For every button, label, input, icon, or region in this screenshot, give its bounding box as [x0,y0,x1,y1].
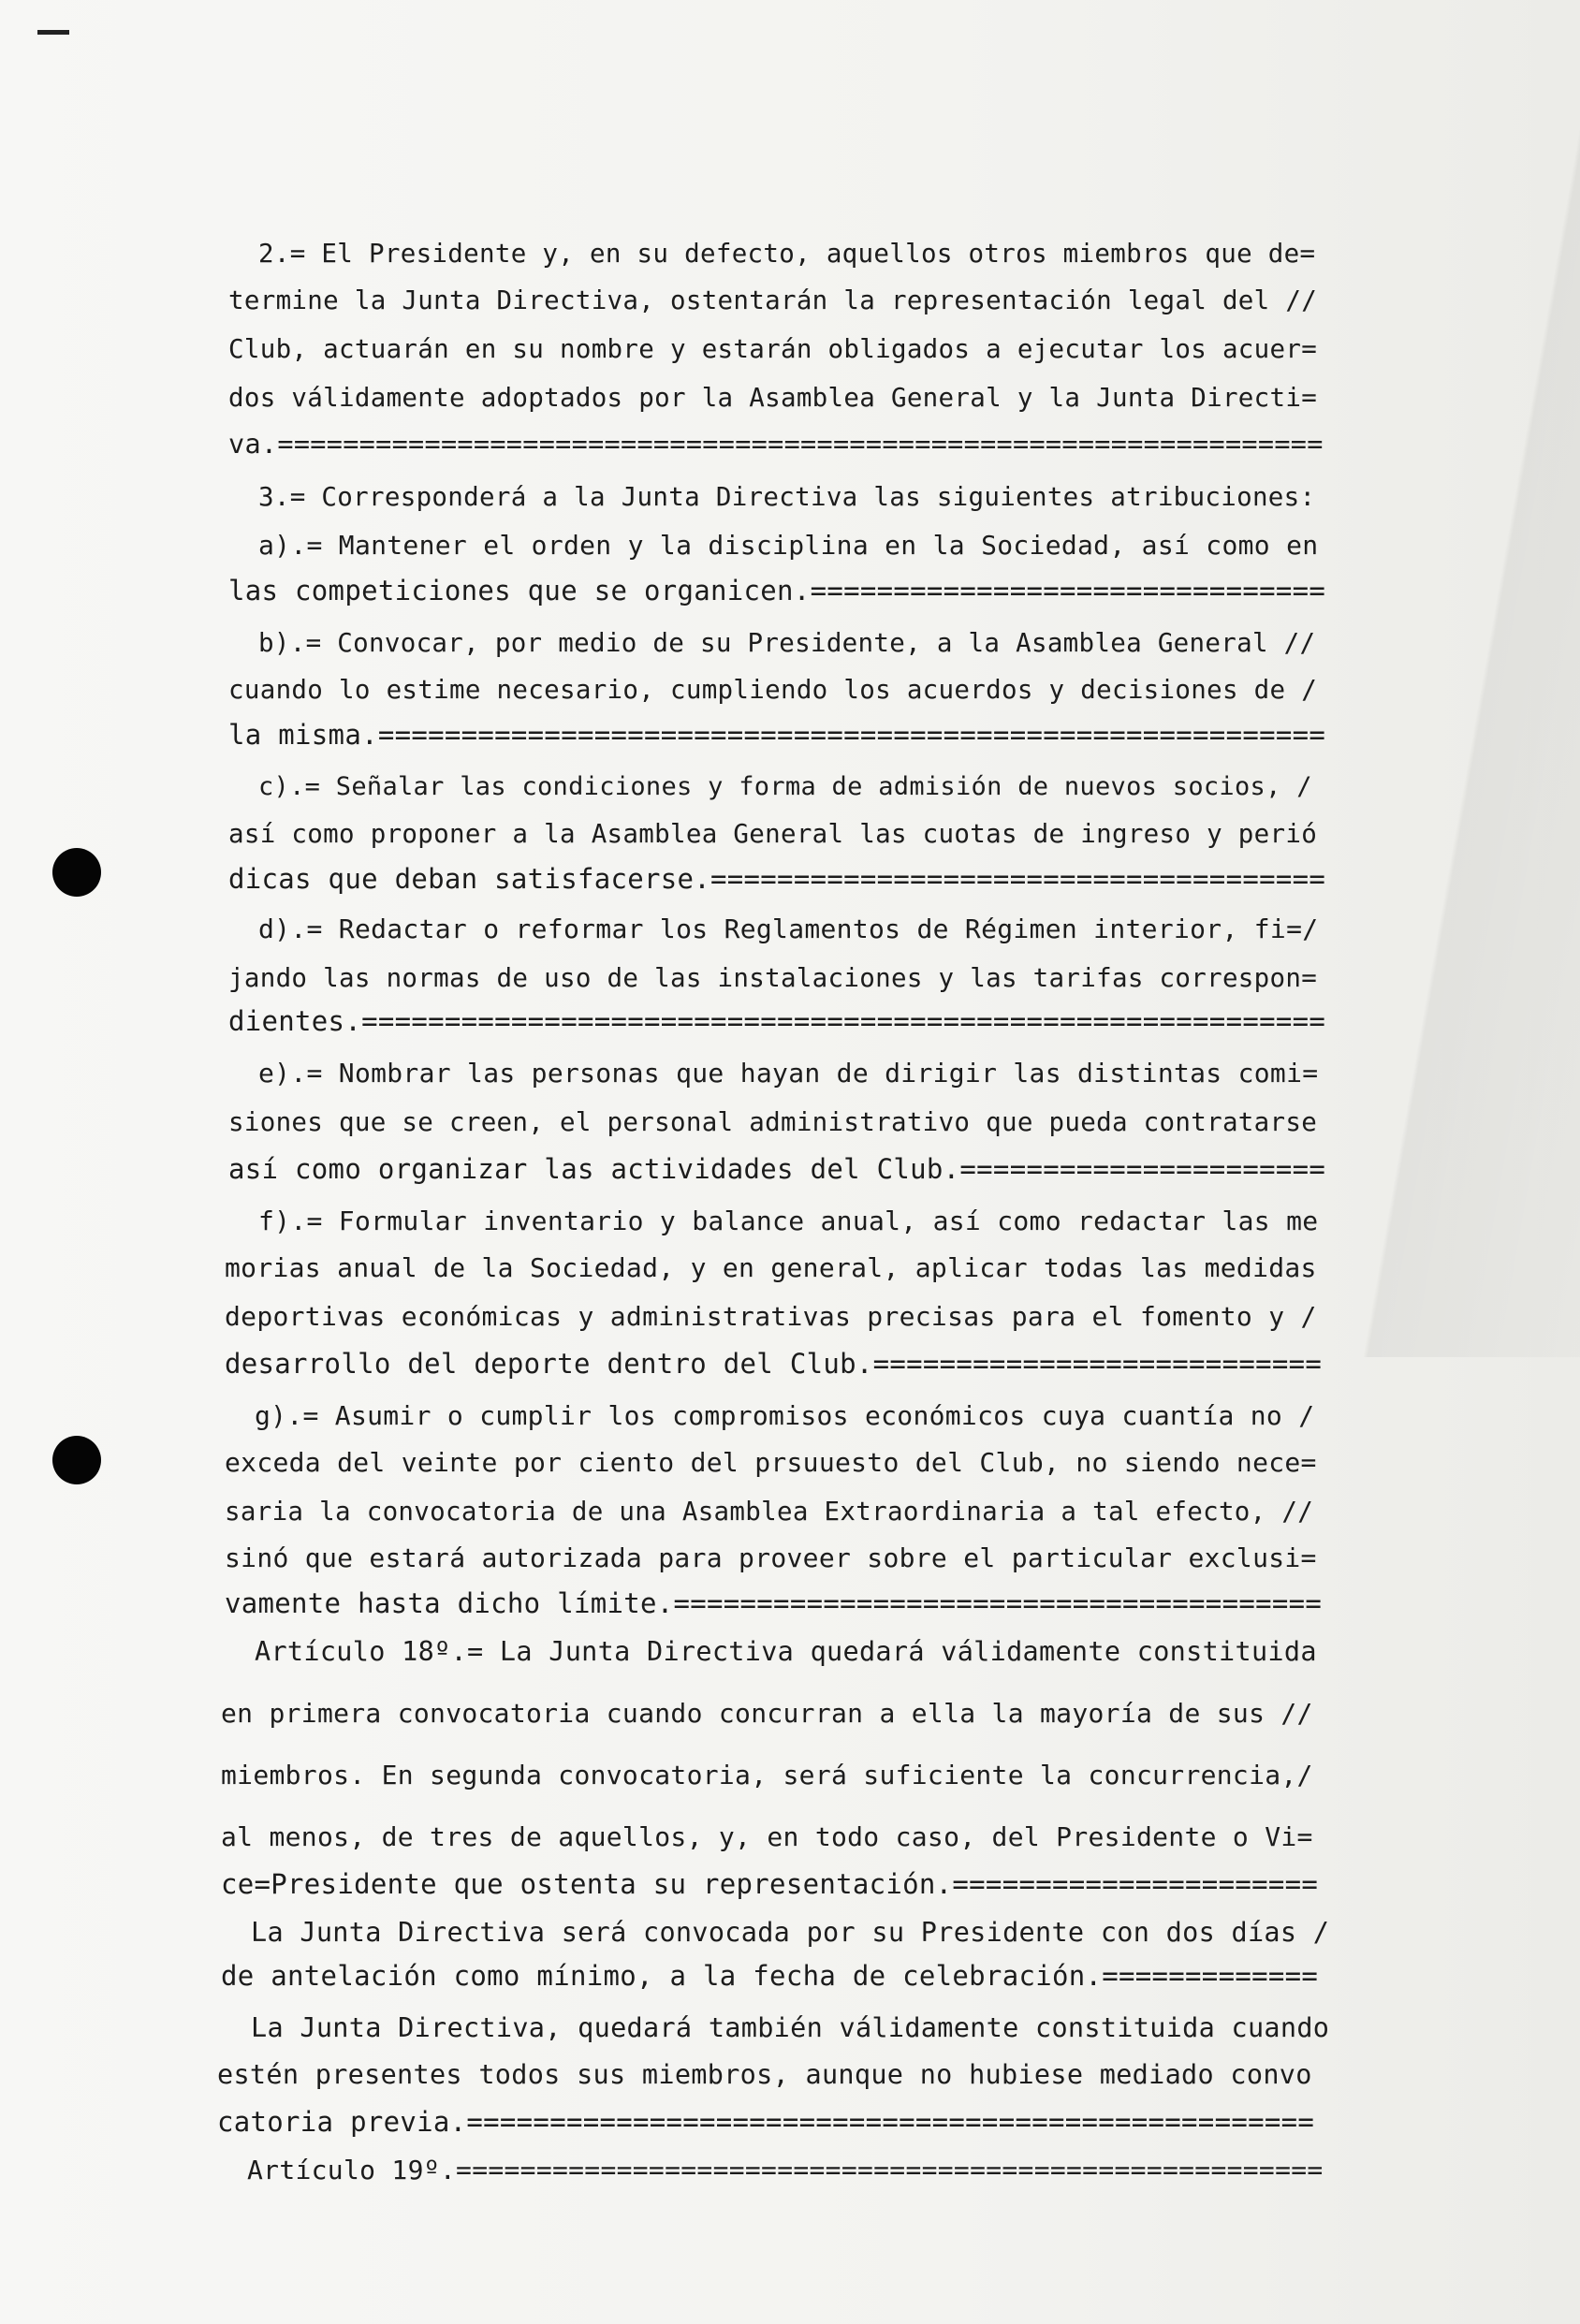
article-18-line: Artículo 18º.= La Junta Directiva quedará válidamente constituida [255,1636,1317,1667]
text-line: de antelación como mínimo, a la fecha de celebración.============= [221,1960,1319,1992]
text-line: dientes.========================================================== [228,1005,1326,1037]
punch-hole-top [52,848,101,897]
text-line: va.================================================================ [228,429,1324,460]
text-line: miembros. En segunda convocatoria, será suficiente la concurrencia,/ [221,1760,1313,1791]
article-19-line: Artículo 19º.====================================================== [247,2155,1324,2185]
text-line: desarrollo del deporte dentro del Club.=========================== [225,1348,1323,1380]
text-line: exceda del veinte por ciento del prsuuesto del Club, no siendo nece= [225,1447,1317,1478]
text-line: vamente hasta dicho límite.======================================= [225,1587,1323,1619]
text-line: dos válidamente adoptados por la Asamblea General y la Junta Directi= [228,383,1318,413]
text-line: deportivas económicas y administrativas precisas para el fomento y / [225,1301,1317,1332]
text-line: jando las normas de uso de las instalaciones y las tarifas correspon= [228,963,1318,993]
text-line: saria la convocatoria de una Asamblea Extraordinaria a tal efecto, // [225,1497,1314,1527]
text-line: La Junta Directiva, quedará también válidamente constituida cuando [251,2012,1330,2043]
punch-hole-bottom [52,1436,101,1484]
text-line: cuando lo estime necesario, cumpliendo los acuerdos y decisiones de / [228,675,1318,705]
text-line: así como proponer a la Asamblea General las cuotas de ingreso y perió [228,819,1318,849]
text-line: a).= Mantener el orden y la disciplina en la Sociedad, así como en [258,530,1319,561]
text-line: 2.= El Presidente y, en su defecto, aquellos otros miembros que de= [258,239,1316,269]
text-line: sinó que estará autorizada para proveer sobre el particular exclusi= [225,1542,1317,1573]
text-line: termine la Junta Directiva, ostentarán la representación legal del // [228,285,1318,315]
text-line: b).= Convocar, por medio de su Presidente, a la Asamblea General // [258,628,1316,658]
text-line: 3.= Corresponderá a la Junta Directiva las siguientes atribuciones: [258,482,1316,512]
text-line: así como organizar las actividades del Club.====================== [228,1153,1326,1185]
text-line: en primera convocatoria cuando concurran a ella la mayoría de sus // [221,1698,1313,1729]
text-line: La Junta Directiva será convocada por su Presidente con dos días / [251,1917,1330,1948]
text-line: d).= Redactar o reformar los Reglamentos de Régimen interior, fi=/ [258,914,1319,944]
text-line: Club, actuarán en su nombre y estarán obligados a ejecutar los acuer= [228,334,1318,364]
text-line: g).= Asumir o cumplir los compromisos económicos cuya cuantía no / [255,1400,1315,1431]
text-line: morias anual de la Sociedad, y en general, aplicar todas las medidas [225,1252,1317,1283]
text-line: f).= Formular inventario y balance anual, así como redactar las me [258,1206,1319,1236]
text-line: la misma.========================================================= [228,719,1326,751]
text-line: estén presentes todos sus miembros, aunque no hubiese mediado convo [217,2059,1312,2090]
paper-fold-shadow [1337,0,1580,1357]
text-line: catoria previa.=================================================== [217,2106,1315,2138]
text-line: las competiciones que se organicen.=============================== [228,575,1326,607]
text-line: ce=Presidente que ostenta su representación.====================== [221,1868,1319,1900]
text-line: al menos, de tres de aquellos, y, en todo caso, del Presidente o Vi= [221,1821,1313,1852]
text-line: dicas que deban satisfacerse.===================================== [228,863,1326,895]
text-line: c).= Señalar las condiciones y forma de admisión de nuevos socios, / [258,772,1312,801]
text-line: e).= Nombrar las personas que hayan de dirigir las distintas comi= [258,1058,1319,1089]
text-line: siones que se creen, el personal administrativo que pueda contratarse [228,1107,1318,1137]
top-margin-mark [37,30,69,35]
